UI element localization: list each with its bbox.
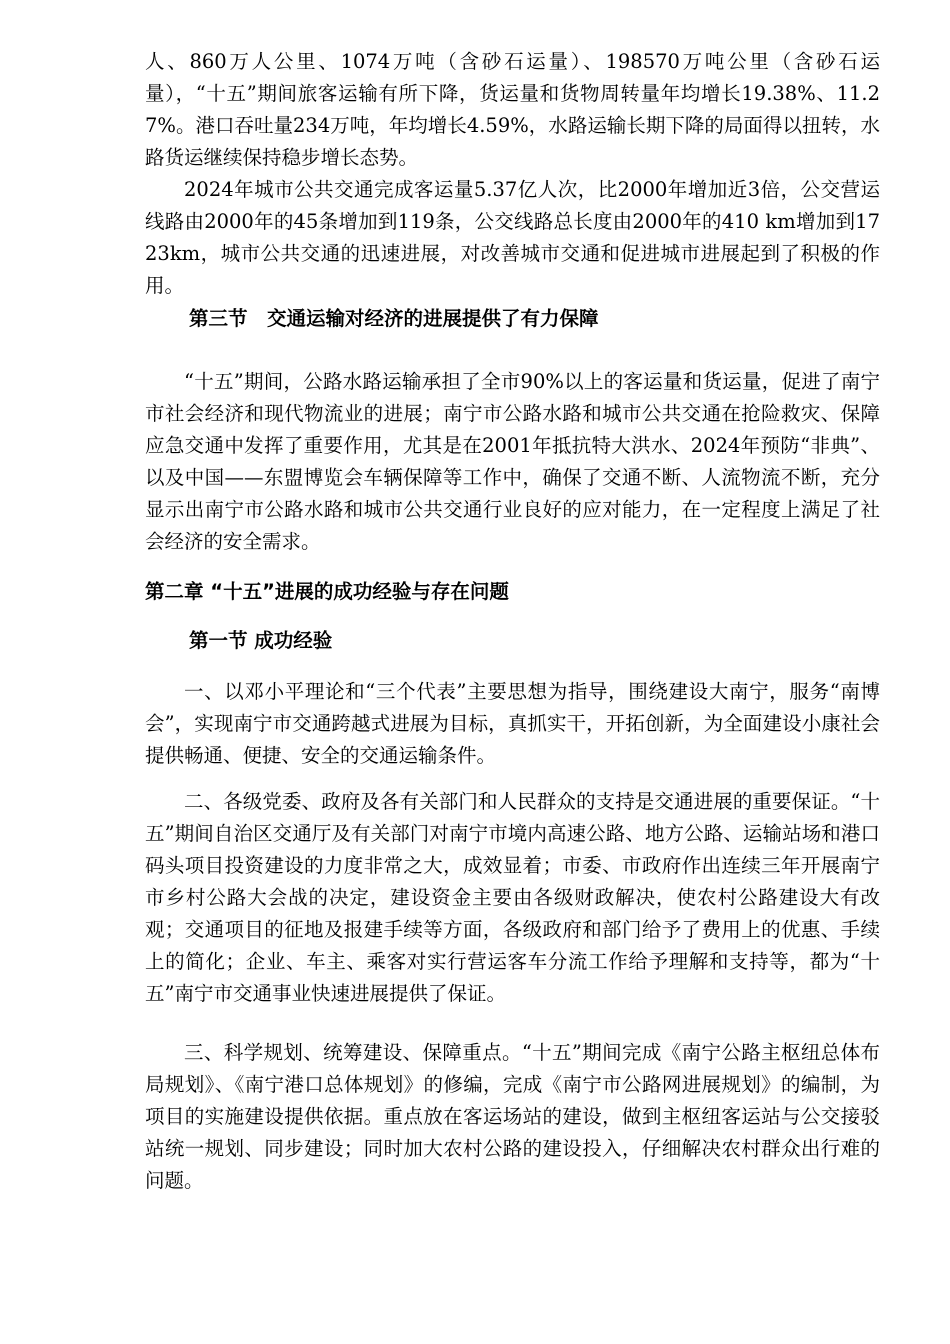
paragraph-transport-volume: 人、860万人公里、1074万吨（含砂石运量）、198570万吨公里（含砂石运量），“十五”期间旅客运输有所下降，货运量和货物周转量年均增长19.38%、11.27%。港口吞吐量234万吨，年均增长4.59%，水路运输长期下降的局面得以扭转，水路货运继续保持稳步增长态势。: [145, 50, 880, 169]
chapter-heading-2: 第二章 “十五”进展的成功经验与存在问题: [145, 580, 509, 603]
section-heading-3: 第三节 交通运输对经济的进展提供了有力保障: [189, 307, 599, 330]
section-heading-1: 第一节 成功经验: [189, 629, 333, 652]
paragraph-experience-1: 一、以邓小平理论和“三个代表”主要思想为指导，围绕建设大南宁，服务“南博会”，实现南宁市交通跨越式进展为目标，真抓实干，开拓创新，为全面建设小康社会提供畅通、便捷、安全的交通运输条件。: [145, 680, 880, 767]
paragraph-experience-2: 二、各级党委、政府及各有关部门和人民群众的支持是交通进展的重要保证。“十五”期间自治区交通厅及有关部门对南宁市境内高速公路、地方公路、运输站场和港口码头项目投资建设的力度非常之大，成效显着；市委、市政府作出连续三年开展南宁市乡村公路大会战的决定，建设资金主要由各级财政解决，使农村公路建设大有改观；交通项目的征地及报建手续等方面，各级政府和部门给予了费用上的优惠、手续上的简化；企业、车主、乘客对实行营运客车分流工作给予理解和支持等，都为“十五”南宁市交通事业快速进展提供了保证。: [145, 790, 880, 1005]
paragraph-economic-support: “十五”期间，公路水路运输承担了全市90%以上的客运量和货运量，促进了南宁市社会经济和现代物流业的进展；南宁市公路水路和城市公共交通在抢险救灾、保障应急交通中发挥了重要作用，尤其是在2001年抵抗特大洪水、2024年预防“非典”、以及中国——东盟博览会车辆保障等工作中，确保了交通不断、人流物流不断，充分显示出南宁市公路水路和城市公共交通行业良好的应对能力，在一定程度上满足了社会经济的安全需求。: [145, 370, 880, 553]
paragraph-experience-3: 三、科学规划、统筹建设、保障重点。“十五”期间完成《南宁公路主枢纽总体布局规划》、《南宁港口总体规划》的修编，完成《南宁市公路网进展规划》的编制，为项目的实施建设提供依据。重点放在客运场站的建设，做到主枢纽客运站与公交接驳站统一规划、同步建设；同时加大农村公路的建设投入，仔细解决农村群众出行难的问题。: [145, 1041, 880, 1192]
paragraph-public-transit: 2024年城市公共交通完成客运量5.37亿人次，比2000年增加近3倍，公交营运线路由2000年的45条增加到119条，公交线路总长度由2000年的410 km增加到1723km，城市公共交通的迅速进展，对改善城市交通和促进城市进展起到了积极的作用。: [145, 178, 880, 297]
